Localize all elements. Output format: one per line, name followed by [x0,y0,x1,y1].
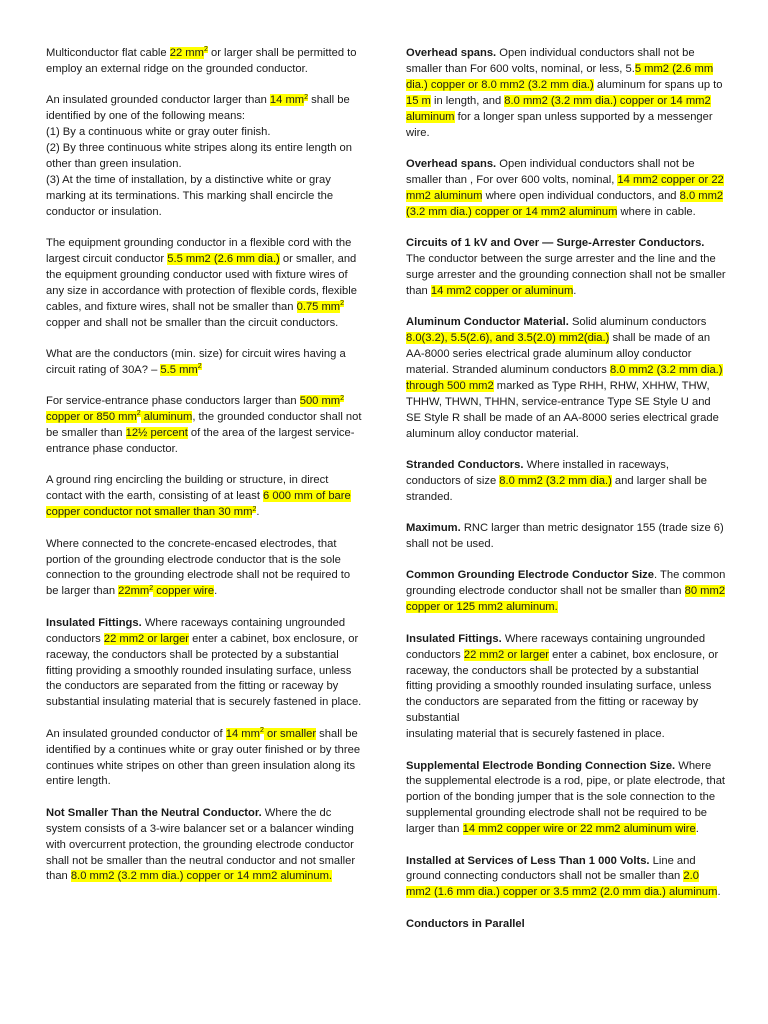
text-run: Where the supplemental electrode is a rod, pipe, or plate electrode, that portion of the bonding jumper that is the sole connection to the supplemental grounding electrode shall not be required to be larger than [406,759,726,836]
text-run: The equipment grounding conductor in a flexible cord with the largest circuit conductor [46,237,352,265]
paragraph [46,473,362,521]
highlighted-text: or smaller [263,727,317,740]
text-run: An insulated grounded conductor of [46,727,226,740]
text-run: where in cable. [617,205,696,218]
paragraph [406,458,726,506]
paragraph-heading: Conductors in Parallel [406,917,525,930]
paragraph [406,157,726,221]
highlighted-text: aluminum [140,411,193,424]
right-column [406,46,726,948]
paragraph-heading: Circuits of 1 kV and Over — Surge-Arrester Conductors. [406,237,705,250]
paragraph [46,347,362,379]
text-run: shall be identified by one of the following means: [46,94,350,123]
text-run: shall be identified by a continues white or gray outer finished or by three continues white stripes on other than green insulation along its entire length. [46,727,361,788]
text-run: Where raceways containing ungrounded conductors [46,616,346,645]
paragraph-heading: Insulated Fittings. [46,616,142,629]
paragraph [46,616,362,711]
highlighted-text: 5 mm2 (2.6 mm dia.) copper or 8.0 mm2 (3.2 mm dia.) [406,62,714,91]
highlighted-text: 2 [203,46,208,54]
highlighted-text: 2 [149,584,154,592]
text-run: aluminum for spans up to [593,78,723,91]
text-run: (3) At the time of installation, by a distinctive white or gray marking at its terminations. This marking shall encircle the conductor or insulation. [46,173,334,218]
text-run: (2) By three continuous white stripes along its entire length on other than green insulation. [46,142,352,170]
paragraph [46,806,362,886]
text-run: Where raceways containing ungrounded conductors [406,632,706,661]
text-run: insulating material that is securely fastened in place. [406,728,665,741]
highlighted-text: 14 mm2 copper wire or 22 mm2 aluminum wire [462,823,696,836]
paragraph [406,46,726,141]
paragraph [46,93,362,220]
text-run: Where installed in raceways, conductors of size [406,458,669,487]
paragraph-heading: Installed at Services of Less Than 1 000 Volts. [406,854,650,867]
text-run: . [214,585,218,598]
paragraph-heading: Aluminum Conductor Material. [406,316,569,329]
text-run: . [573,284,577,297]
text-run: for a longer span unless supported by a messenger wire. [406,110,713,139]
paragraph [46,394,362,458]
text-run: or larger shall be permitted to employ an external ridge on the grounded conductor. [46,47,357,75]
highlighted-text: 0.75 mm [296,300,341,313]
text-run: Solid aluminum conductors [568,316,707,329]
text-run: (1) By a continuous white or gray outer finish. [46,126,271,139]
text-run: Line and ground connecting conductors shall not be smaller than [406,854,696,883]
highlighted-text: 14 mm [269,94,305,107]
paragraph-heading: Maximum. [406,522,461,535]
paragraph [406,568,726,616]
text-run: where open individual conductors, and [482,189,680,202]
highlighted-text: 8.0 mm2 (3.2 mm dia.) [499,474,612,487]
text-run: and larger shall be stranded. [406,474,707,503]
highlighted-text: 8.0 mm2 (3.2 mm dia.) through 500 mm2 [406,363,723,392]
paragraph [46,537,362,601]
text-run: or smaller, and the equipment grounding conductor used with fixture wires of any size in accordance with protection of flexible cords, flexible cables, and fixture wires, shall not be smaller than [46,252,357,313]
highlighted-text: 2 [340,299,345,307]
text-run: What are the conductors (min. size) for circuit wires having a circuit rating of 30A? – [46,348,346,376]
highlighted-text: 14 mm [225,727,260,740]
text-run: . [695,823,699,836]
text-run: copper and shall not be smaller than the circuit conductors. [46,316,339,329]
paragraph [406,759,726,839]
highlighted-text: 2.0 mm2 (1.6 mm dia.) copper or 3.5 mm2 (2.0 mm dia.) aluminum [406,870,718,899]
text-run: . The common grounding electrode conductor shall not be smaller than [406,569,726,598]
highlighted-text: 2 [259,726,264,734]
text-run: enter a cabinet, box enclosure, or raceway, the conductors shall be protected by a substantial fitting providing a smoothly rounded insulating surface, unless the conductors are separated from the fitting or raceway by substantial [406,648,719,725]
highlighted-text: 2 [252,505,257,513]
text-run: The conductor between the surge arrester and the line and the surge arrester and the grounding connection shall not be smaller than [406,252,726,297]
highlighted-text: 14 mm2 copper or 22 mm2 aluminum [406,173,724,202]
text-run: . [717,886,721,899]
highlighted-text: 15 m [406,94,431,107]
paragraph [406,854,726,902]
text-run: enter a cabinet, box enclosure, or raceway, the conductors shall be protected by a substantial fitting providing a smoothly rounded insulating surface, unless the conductors are separated from the fitting or raceway by substantial insulating material that is securely fastened in place. [46,632,362,709]
highlighted-text: 5.5 mm [160,363,198,376]
paragraph-heading: Not Smaller Than the Neutral Conductor. [46,806,262,819]
text-run: Where connected to the concrete-encased electrodes, that portion of the grounding electrode conductor that is the sole connection to the grounding electrode shall not be required to be larger than [46,537,351,598]
highlighted-text: 2 [304,93,309,101]
highlighted-text: 14 mm2 copper or aluminum [430,284,574,297]
paragraph [46,46,362,78]
paragraph [46,236,362,331]
highlighted-text: 8.0 mm2 (3.2 mm dia.) copper or 14 mm2 aluminum. [70,870,333,883]
text-run: , the grounded conductor shall not be smaller than [46,411,362,440]
text-run: A ground ring encircling the building or structure, in direct contact with the earth, consisting of at least [46,474,329,503]
paragraph-heading: Supplemental Electrode Bonding Connection Size. [406,759,676,772]
text-run: shall be made of an AA-8000 series electrical grade aluminum alloy conductor material. Stranded aluminum conductors [406,332,711,376]
highlighted-text: 8.0 mm2 (3.2 mm dia.) copper or 14 mm2 aluminum [406,189,724,218]
paragraph [406,236,726,300]
paragraph [406,315,726,442]
paragraph-heading: Stranded Conductors. [406,458,524,471]
text-run: . [256,506,260,519]
highlighted-text: 22 mm2 or larger [463,648,550,661]
highlighted-text: 2 [340,394,345,402]
text-run: marked as Type RHH, RHW, XHHW, THW, THHW, THWN, THHN, service-entrance Type SE Style U and SE Style R shall be made of an AA-8000 series electrical grade aluminum alloy conductor material. [406,379,719,440]
highlighted-text: 8.0 mm2 (3.2 mm dia.) copper or 14 mm2 aluminum [406,94,711,123]
highlighted-text: copper or 850 mm [46,411,137,424]
paragraph-heading: Insulated Fittings. [406,632,502,645]
text-run: in length, and [430,94,505,107]
paragraph [406,521,726,553]
text-run: RNC larger than metric designator 155 (trade size 6) shall not be used. [406,522,724,551]
paragraph [406,917,726,933]
highlighted-text: 6 000 mm of bare copper conductor not smaller than 30 mm [46,490,351,519]
highlighted-text: 22 mm2 or larger [103,632,190,645]
highlighted-text: copper wire [153,585,215,598]
highlighted-text: 2 [136,410,141,418]
highlighted-text: 12½ percent [125,427,188,440]
highlighted-text: 22 mm [169,47,204,59]
text-run: For service-entrance phase conductors larger than [46,395,300,408]
text-run: Open individual conductors shall not be smaller than , For over 600 volts, nominal, [406,157,695,186]
highlighted-text: 5.5 mm2 (2.6 mm dia.) [167,252,280,265]
paragraph-heading: Common Grounding Electrode Conductor Size [406,569,654,582]
paragraph [46,727,362,791]
highlighted-text: 2 [197,363,202,371]
highlighted-text: 500 mm [299,395,341,408]
highlighted-text: 8.0(3.2), 5.5(2.6), and 3.5(2.0) mm2(dia.) [406,332,610,345]
left-column [46,46,362,901]
highlighted-text: 22mm [118,585,150,598]
paragraph-heading: Overhead spans. [406,47,497,59]
text-run: Multiconductor flat cable [46,47,170,59]
text-run: Open individual conductors shall not be smaller than For 600 volts, nominal, or less, 5. [406,47,695,75]
text-run: Where the dc system consists of a 3-wire balancer set or a balancer winding with overcurrent protection, the grounding electrode conductor shall not be smaller than the neutral conductor and not smaller than [46,806,356,883]
paragraph [406,632,726,743]
text-run: of the area of the largest service-entrance phase conductor. [46,427,355,456]
paragraph-heading: Overhead spans. [406,157,497,170]
highlighted-text: 80 mm2 copper or 125 mm2 aluminum. [406,585,726,614]
text-run: An insulated grounded conductor larger than [46,94,270,107]
